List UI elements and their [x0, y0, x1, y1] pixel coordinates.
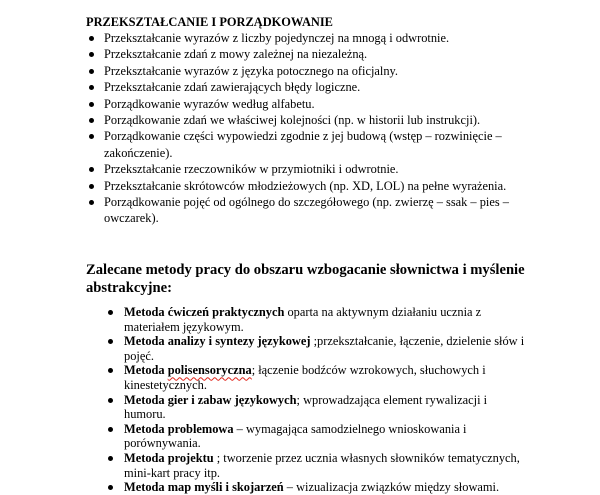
- method-item: [106, 305, 526, 334]
- spellcheck-flagged-word: polisensoryczna: [167, 363, 252, 378]
- method-description: ;przekształcanie, łączenie, dzielenie słów i pojęć.: [124, 334, 525, 363]
- method-item: [106, 480, 526, 495]
- list-item: Porządkowanie wyrazów według alfabetu.: [86, 96, 526, 112]
- method-description: ; wprowadzająca element rywalizacji i humoru.: [124, 392, 488, 422]
- method-name: Metoda analizy i syntezy językowej: [124, 334, 311, 349]
- method-name: Metoda ćwiczeń praktycznych: [124, 305, 285, 319]
- method-description: ; tworzenie przez ucznia własnych słowników tematycznych, mini-kart pracy itp.: [124, 450, 520, 480]
- list-item: Przekształcanie zdań zawierających błędy logiczne.: [86, 79, 526, 95]
- method-name: Metoda projektu: [124, 450, 214, 465]
- method-item: [106, 422, 526, 451]
- list-item: Porządkowanie zdań we właściwej kolejności (np. w historii lub instrukcji).: [86, 112, 526, 128]
- methods-heading: Zalecane metody pracy do obszaru wzbogacanie słownictwa i myślenie abstrakcyjne:: [86, 262, 525, 296]
- method-description: oparta na aktywnym działaniu ucznia z materiałem językowym.: [124, 305, 482, 334]
- method-description: ; łączenie bodźców wzrokowych, słuchowych i kinestetycznych.: [124, 363, 486, 392]
- list-item: Przekształcanie wyrazów z języka potocznego na oficjalny.: [86, 63, 526, 79]
- method-name: Metoda gier i zabaw językowych: [124, 392, 297, 407]
- section-heading: PRZEKSZTAŁCANIE I PORZĄDKOWANIE: [86, 15, 333, 29]
- transformation-list: [86, 30, 526, 227]
- method-name: Metoda map myśli i skojarzeń: [124, 480, 284, 495]
- method-item: [106, 451, 526, 480]
- method-item: [106, 334, 526, 363]
- list-item: Przekształcanie zdań z mowy zależnej na niezależną.: [86, 46, 526, 62]
- method-item: [106, 393, 526, 422]
- list-item: Porządkowanie pojęć od ogólnego do szczegółowego (np. zwierzę – ssak – pies – owczarek).: [86, 194, 526, 227]
- method-name: Metoda: [124, 363, 168, 378]
- methods-list: [106, 305, 526, 495]
- list-item: Przekształcanie wyrazów z liczby pojedynczej na mnogą i odwrotnie.: [86, 30, 526, 46]
- list-item: Przekształcanie skrótowców młodzieżowych (np. XD, LOL) na pełne wyrażenia.: [86, 178, 526, 194]
- method-item: [106, 363, 526, 392]
- method-description: – wizualizacja związków między słowami.: [283, 480, 500, 495]
- method-name: Metoda problemowa: [124, 421, 234, 436]
- list-item: Porządkowanie części wypowiedzi zgodnie z jej budową (wstęp – rozwinięcie – zakończenie).: [86, 128, 526, 161]
- method-description: – wymagająca samodzielnego wnioskowania i porównywania.: [124, 421, 467, 451]
- list-item: Przekształcanie rzeczowników w przymiotniki i odwrotnie.: [86, 161, 526, 177]
